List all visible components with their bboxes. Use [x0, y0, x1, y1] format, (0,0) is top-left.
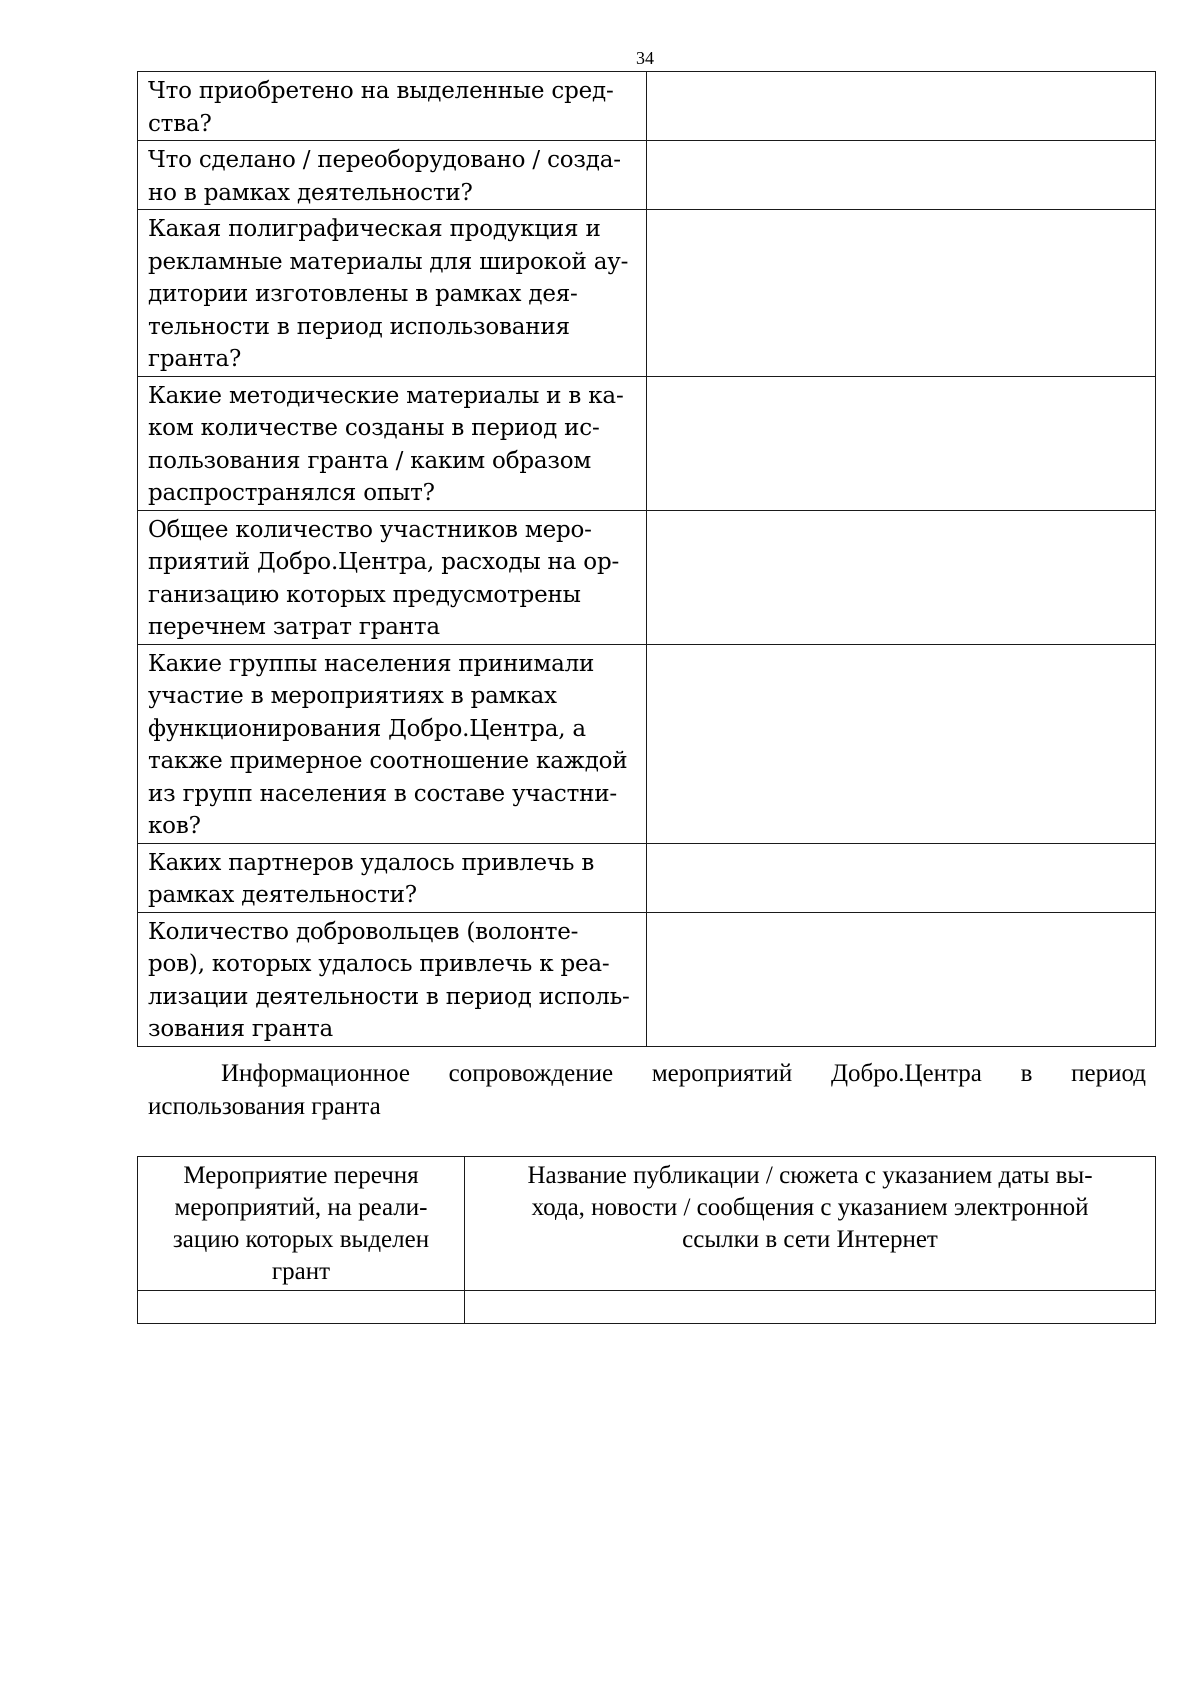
section-heading: Информационное сопровождение мероприятий Добро.Центра в период использования гранта — [148, 1060, 1146, 1120]
header-cell-publication: Название публикации / сюжета с указанием даты вы- хода, новости / сообщения с указанием электронной ссылки в сети Интернет — [465, 1157, 1156, 1291]
question-cell: Общее количество участников меро- приятий Добро.Центра, расходы на ор- ганизацию которых предусмотрены перечнем затрат гранта — [138, 510, 647, 644]
table-row — [138, 210, 1156, 377]
question-cell: Какие методические материалы и в ка- ком количестве созданы в период ис- пользования гранта / каким образом распространялся опыт? — [138, 376, 647, 510]
table-row — [138, 644, 1156, 843]
answer-cell[interactable] — [647, 843, 1156, 912]
event-cell[interactable] — [138, 1291, 465, 1324]
question-cell: Каких партнеров удалось привлечь в рамках деятельности? — [138, 843, 647, 912]
answer-cell[interactable] — [647, 912, 1156, 1046]
table-row — [138, 510, 1156, 644]
answer-cell[interactable] — [647, 376, 1156, 510]
table-row — [138, 1291, 1156, 1324]
publication-cell[interactable] — [465, 1291, 1156, 1324]
answer-cell[interactable] — [647, 644, 1156, 843]
question-cell: Что приобретено на выделенные сред- ства? — [138, 72, 647, 141]
table-header-row — [138, 1157, 1156, 1291]
info-table — [137, 1156, 1156, 1324]
question-cell: Какие группы населения принимали участие в мероприятиях в рамках функционирования Добро.Центра, а также примерное соотношение каждой из групп населения в составе участни- ков? — [138, 644, 647, 843]
question-cell: Что сделано / переоборудовано / созда- но в рамках деятельности? — [138, 141, 647, 210]
question-cell: Какая полиграфическая продукция и рекламные материалы для широкой ау- дитории изготовлены в рамках дея- тельности в период использования гранта? — [138, 210, 647, 377]
table-row — [138, 376, 1156, 510]
table-row — [138, 912, 1156, 1046]
page-number: 34 — [636, 48, 654, 68]
questions-table — [137, 71, 1156, 1047]
answer-cell[interactable] — [647, 210, 1156, 377]
answer-cell[interactable] — [647, 72, 1156, 141]
table-row — [138, 141, 1156, 210]
question-cell: Количество добровольцев (волонте- ров), которых удалось привлечь к реа- лизации деятельности в период исполь- зования гранта — [138, 912, 647, 1046]
header-cell-event: Мероприятие перечня мероприятий, на реали- зацию которых выделен грант — [138, 1157, 465, 1291]
table-row — [138, 843, 1156, 912]
answer-cell[interactable] — [647, 141, 1156, 210]
answer-cell[interactable] — [647, 510, 1156, 644]
table-row — [138, 72, 1156, 141]
